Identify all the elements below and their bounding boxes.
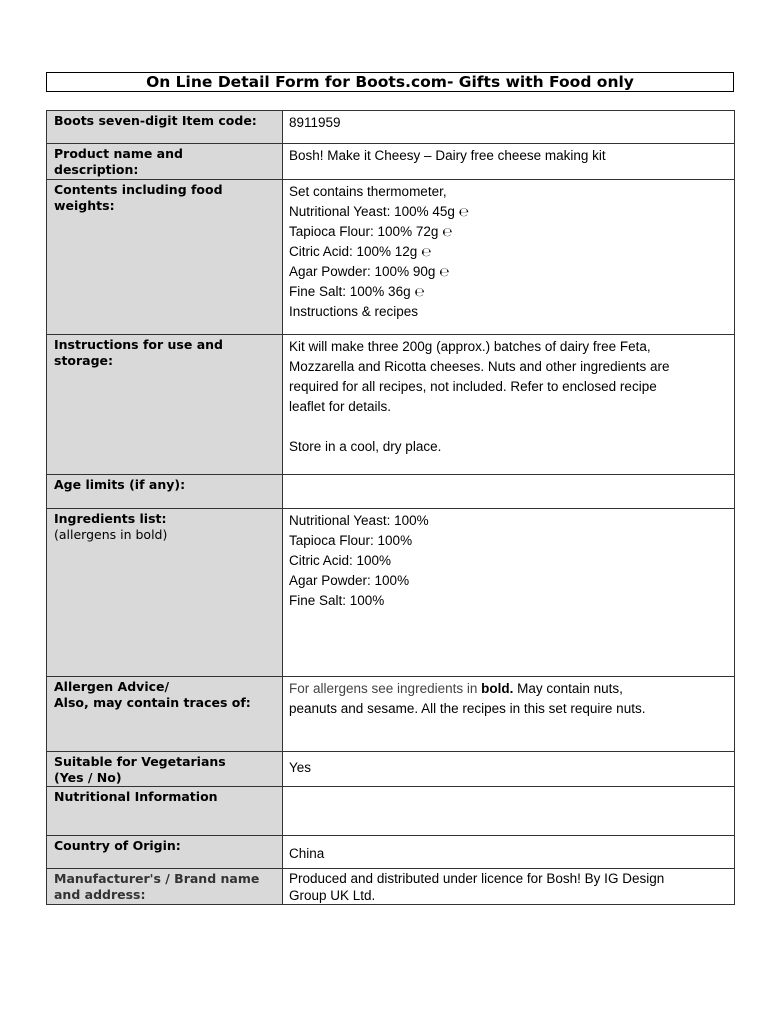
value-instructions: Kit will make three 200g (approx.) batches of dairy free Feta, Mozzarella and Ricotta cheeses. Nuts and other ingredients are required for all recipes, not included. Refer to enclosed recipe leaflet for details. Store in a cool, dry place. — [283, 335, 735, 475]
ingredient-line: Nutritional Yeast: 100% — [289, 513, 429, 528]
form-title: On Line Detail Form for Boots.com- Gifts with Food only — [46, 72, 734, 92]
value-item-code: 8911959 — [283, 111, 735, 144]
label-nutrition: Nutritional Information — [47, 787, 283, 836]
label-country: Country of Origin: — [47, 836, 283, 869]
value-age-limits — [283, 475, 735, 509]
product-detail-table — [46, 110, 735, 905]
contents-line: Fine Salt: 100% 36g ℮ — [289, 284, 425, 299]
contents-line: Citric Acid: 100% 12g ℮ — [289, 244, 432, 259]
estimated-sign-icon: ℮ — [414, 285, 425, 299]
value-manufacturer: Produced and distributed under licence for Bosh! By IG Design Group UK Ltd. — [283, 869, 735, 905]
estimated-sign-icon: ℮ — [421, 245, 432, 259]
label-contents: Contents including food weights: — [47, 180, 283, 335]
value-allergen: For allergens see ingredients in bold. May contain nuts, peanuts and sesame. All the recipes in this set require nuts. — [283, 677, 735, 752]
value-country: China — [283, 836, 735, 869]
ingredient-line: Citric Acid: 100% — [289, 553, 392, 568]
value-vegetarian: Yes — [283, 752, 735, 787]
label-product-name: Product name and description: — [47, 144, 283, 180]
contents-line: Instructions & recipes — [289, 304, 419, 319]
ingredient-line: Fine Salt: 100% — [289, 593, 385, 608]
contents-line: Agar Powder: 100% 90g ℮ — [289, 264, 450, 279]
label-instructions: Instructions for use and storage: — [47, 335, 283, 475]
row-instructions — [47, 335, 735, 475]
row-nutrition — [47, 787, 735, 836]
label-item-code: Boots seven-digit Item code: — [47, 111, 283, 144]
label-ingredients: Ingredients list: (allergens in bold) — [47, 509, 283, 677]
label-allergen: Allergen Advice/ Also, may contain traces of: — [47, 677, 283, 752]
label-manufacturer: Manufacturer's / Brand name and address: — [47, 869, 283, 905]
estimated-sign-icon: ℮ — [442, 225, 453, 239]
storage-text: Store in a cool, dry place. — [289, 439, 442, 454]
row-ingredients — [47, 509, 735, 677]
row-contents — [47, 180, 735, 335]
label-vegetarian: Suitable for Vegetarians (Yes / No) — [47, 752, 283, 787]
row-age-limits — [47, 475, 735, 509]
row-allergen — [47, 677, 735, 752]
ingredient-line: Agar Powder: 100% — [289, 573, 410, 588]
value-nutrition — [283, 787, 735, 836]
value-product-name: Bosh! Make it Cheesy – Dairy free cheese making kit — [283, 144, 735, 180]
contents-line: Tapioca Flour: 100% 72g ℮ — [289, 224, 453, 239]
estimated-sign-icon: ℮ — [439, 265, 450, 279]
row-vegetarian — [47, 752, 735, 787]
row-product-name — [47, 144, 735, 180]
value-contents — [283, 180, 735, 335]
label-age-limits: Age limits (if any): — [47, 475, 283, 509]
contents-line: Set contains thermometer, — [289, 184, 447, 199]
ingredient-line: Tapioca Flour: 100% — [289, 533, 413, 548]
contents-line: Nutritional Yeast: 100% 45g ℮ — [289, 204, 469, 219]
row-manufacturer — [47, 869, 735, 905]
estimated-sign-icon: ℮ — [458, 205, 469, 219]
row-item-code — [47, 111, 735, 144]
row-country — [47, 836, 735, 869]
value-ingredients — [283, 509, 735, 677]
